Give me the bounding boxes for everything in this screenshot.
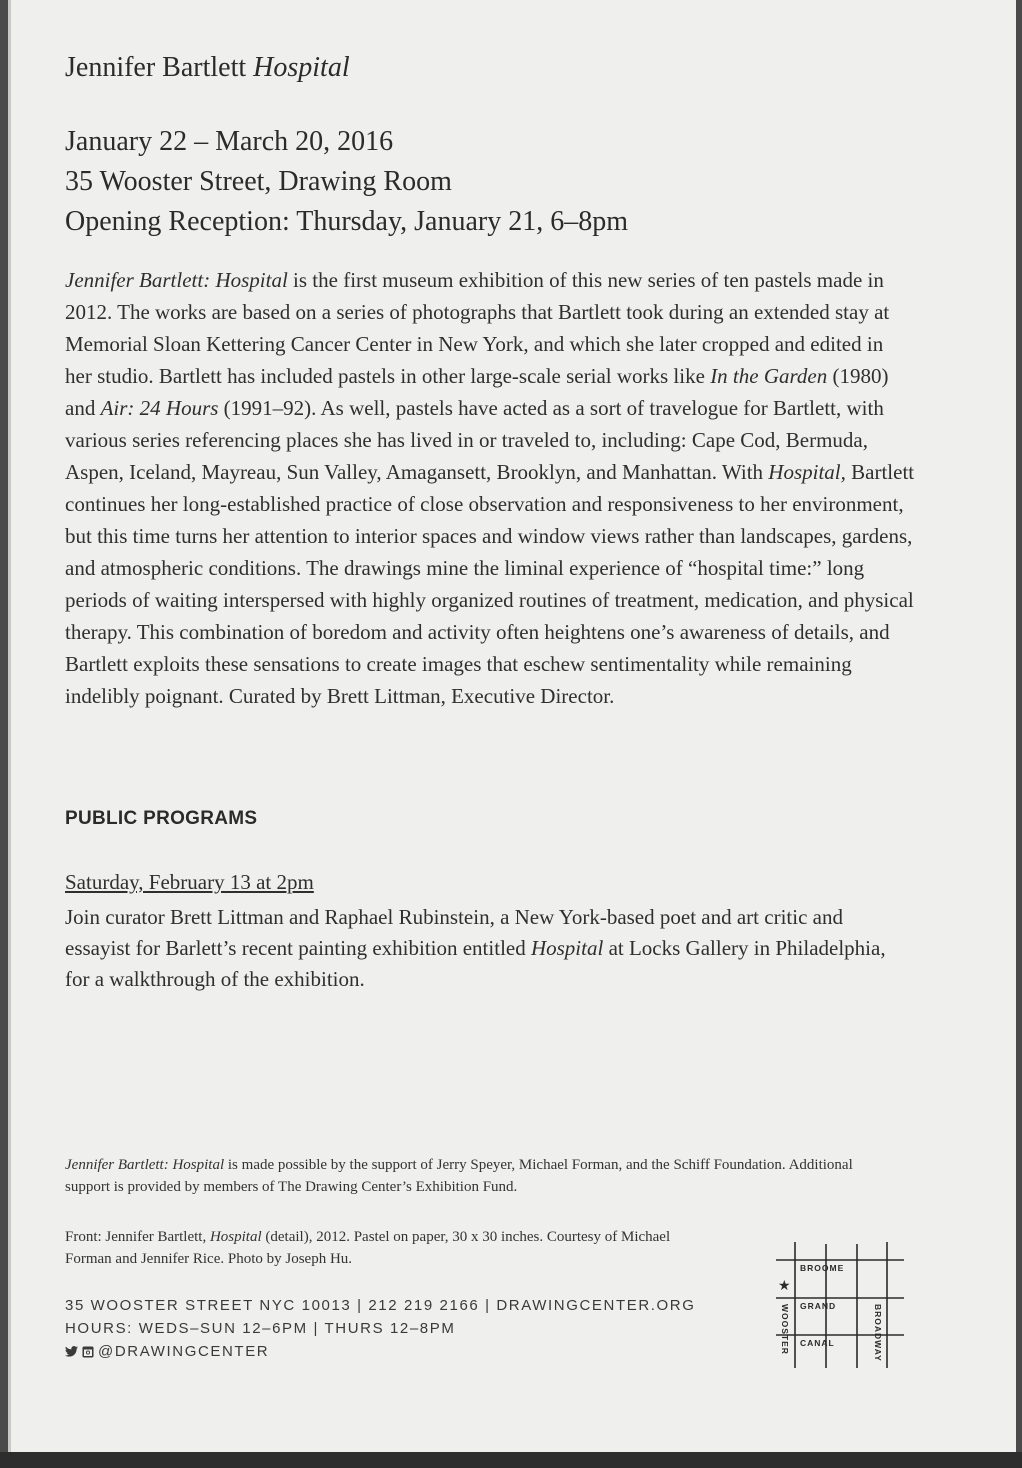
street-wooster: WOOSTER	[780, 1304, 790, 1355]
event-text-2: at Locks Gallery in Philadelphia, for a walkthrough of the exhibition.	[65, 936, 886, 991]
social-line	[65, 1340, 696, 1363]
street-canal: CANAL	[800, 1338, 835, 1348]
credits-title: Hospital	[209, 1229, 262, 1245]
description-lead: Jennifer Bartlett: Hospital	[65, 268, 288, 292]
street-broadway: BROADWAY	[873, 1304, 883, 1362]
support-credits	[65, 1154, 865, 1198]
exhibition-dates: January 22 – March 20, 2016	[65, 126, 394, 157]
instagram-icon[interactable]	[82, 1346, 94, 1358]
work-title-garden: In the Garden	[710, 364, 828, 388]
artist-name: Jennifer Bartlett	[65, 52, 247, 83]
street-broome: BROOME	[800, 1263, 845, 1273]
exhibition-card	[8, 0, 1016, 1452]
exhibition-description	[65, 264, 915, 712]
credits-text-1: Front: Jennifer Bartlett,	[65, 1229, 210, 1245]
exhibition-details	[65, 122, 628, 242]
event-exhibition-title: Hospital	[530, 936, 604, 960]
event-text-1: Join curator Brett Littman and Raphael Rubinstein, a New York-based poet and art critic and essayist for Barlett’s recent painting exhibition entitled	[65, 905, 843, 960]
opening-reception: Opening Reception: Thursday, January 21, 6–8pm	[65, 206, 629, 237]
description-text-1: is the first museum exhibition of this new series of ten pastels made in 2012. The works are based on a series of photographs that Bartlett took during an extended stay at Memorial Sloan Kettering Cancer Center in New York, and which she later cropped and edited in her studio. Bartlett has included pastels in other large-scale serial works like	[65, 268, 890, 388]
image-credits	[65, 1226, 685, 1270]
support-title: Jennifer Bartlett: Hospital	[65, 1157, 225, 1173]
public-programs-heading: PUBLIC PROGRAMS	[65, 808, 258, 829]
location-map	[770, 1238, 908, 1374]
description-text-3: (1991–92). As well, pastels have acted as a sort of travelogue for Bartlett, with various series referencing places she has lived in or traveled to, including: Cape Cod, Bermuda, Aspen, Iceland, Mayreau, Sun Valley, Amagansett, Brooklyn, and Manhattan. With	[65, 396, 884, 484]
description-text-4: Bartlett continues her long-established practice of close observation and responsiveness to her environment, but this time turns her attention to interior spaces and window views rather than landscapes, gardens, and atmospheric conditions. The drawings mine the liminal experience of “hospital time:” long periods of waiting interspersed with highly organized routines of treatment, medication, and physical therapy. This combination of boredom and activity often heightens one’s awareness of details, and Bartlett exploits these sensations to create images that eschew sentimentality while remaining indelibly poignant. Curated by Brett Littman, Executive Director.	[65, 460, 915, 708]
star-marker-icon: ★	[778, 1278, 791, 1294]
exhibition-title	[65, 52, 350, 84]
hours-line: HOURS: WEDS–SUN 12–6PM | THURS 12–8PM	[65, 1320, 456, 1337]
work-title-air: Air: 24 Hours	[100, 396, 219, 420]
address-line: 35 WOOSTER STREET NYC 10013 | 212 219 2166 | DRAWINGCENTER.ORG	[65, 1297, 696, 1314]
contact-info	[65, 1294, 696, 1363]
description-text-2: (1980) and	[65, 364, 889, 420]
bottom-edge	[0, 1452, 1022, 1468]
twitter-icon[interactable]	[65, 1346, 78, 1357]
street-grand: GRAND	[800, 1301, 837, 1311]
event-description	[65, 902, 895, 995]
credits-text-2: (detail), 2012. Pastel on paper, 30 x 30 inches. Courtesy of Michael Forman and Jennifer Rice. Photo by Joseph Hu.	[65, 1229, 671, 1267]
work-title-hospital: Hospital,	[768, 460, 846, 484]
exhibition-location: 35 Wooster Street, Drawing Room	[65, 166, 452, 197]
map-graphic	[770, 1238, 908, 1374]
event-date-link[interactable]: Saturday, February 13 at 2pm	[65, 870, 314, 894]
social-handle[interactable]: @DRAWINGCENTER	[98, 1343, 270, 1360]
support-text: is made possible by the support of Jerry Speyer, Michael Forman, and the Schiff Foundation. Additional support is provided by members of The Drawing Center’s Exhibition Fund.	[65, 1157, 853, 1195]
exhibition-name: Hospital	[253, 52, 350, 83]
